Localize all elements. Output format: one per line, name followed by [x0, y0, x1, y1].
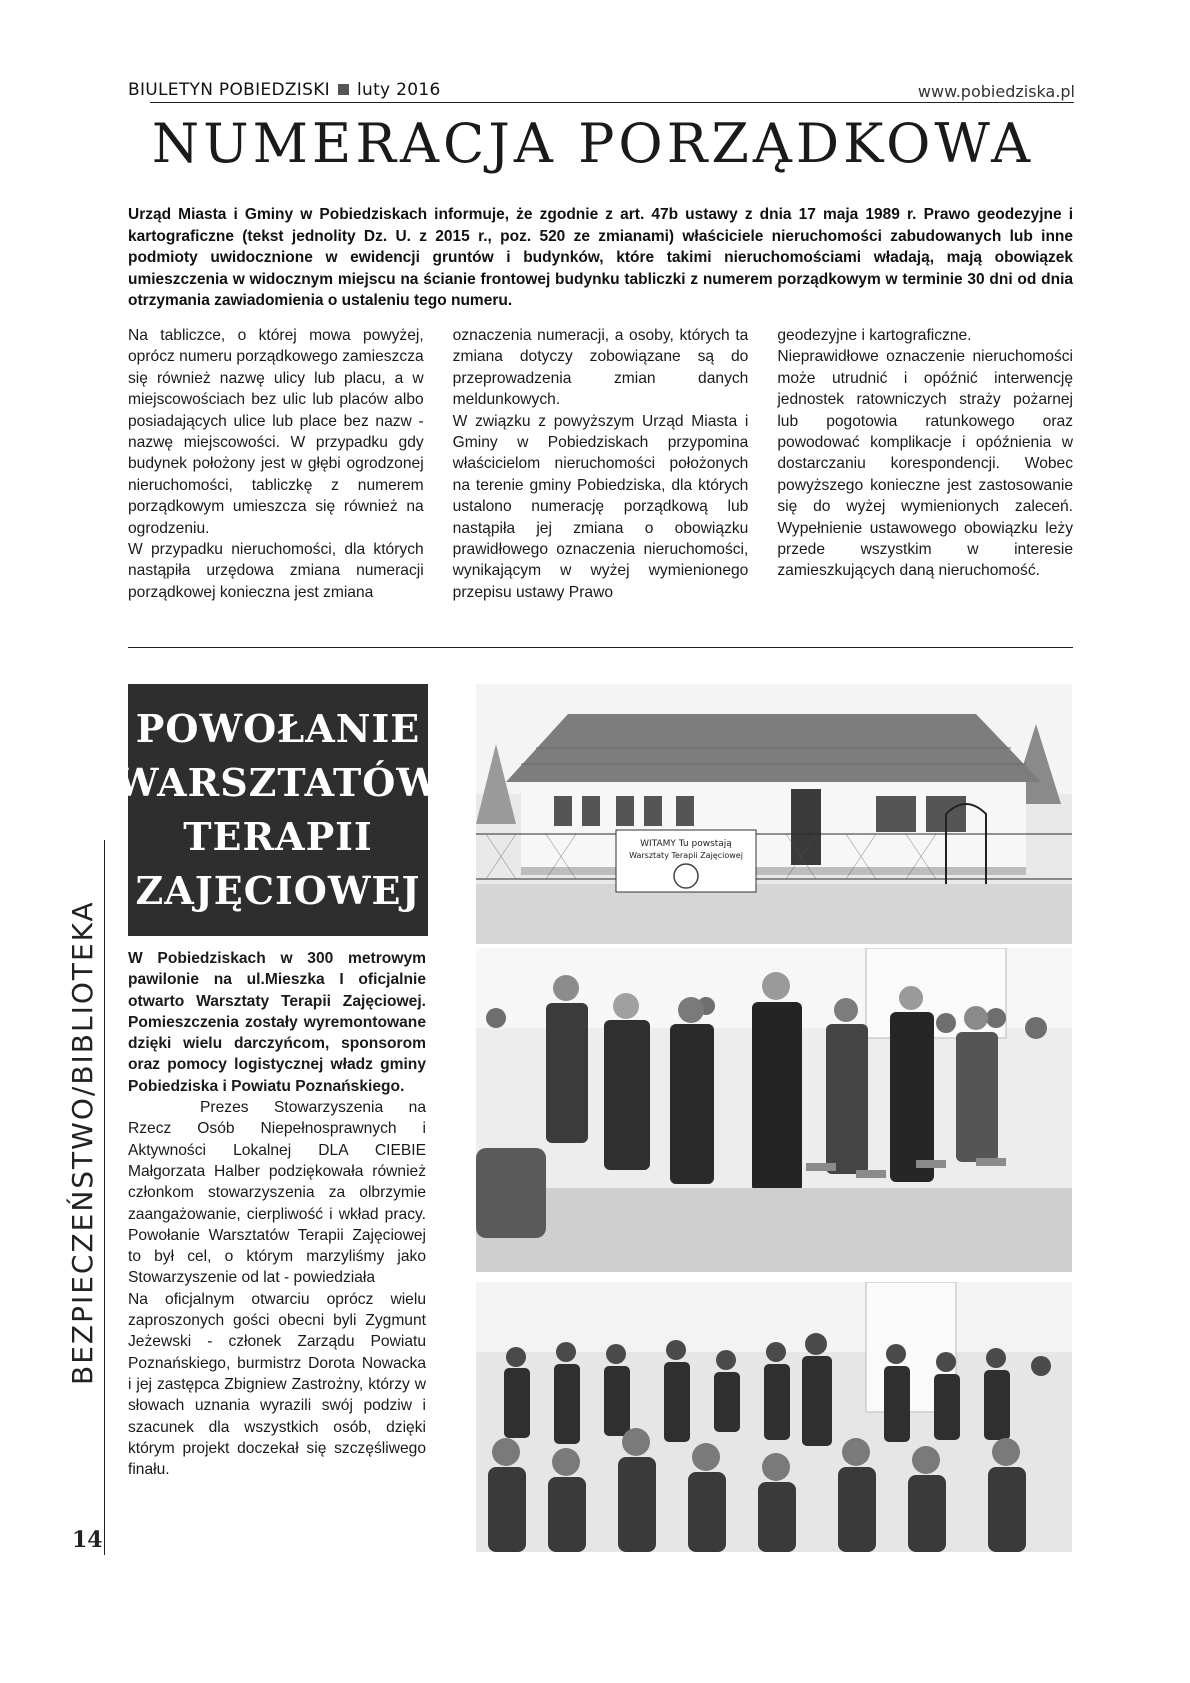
- article-paragraph: Nieprawidłowe oznaczenie nieruchomości może utrudnić i opóźnić interwencję jednostek ratowniczych straży pożarnej lub pogotowia ratunkowego oraz powodować komplikacje i opóźnienia w dostarczaniu korespondencji. Wobec powyższego konieczne jest zastosowanie się do wyżej wymienionych zaleceń. Wypełnienie ustawowego obowiązku leży przede wszystkim w interesie zamieszkujących daną nieruchomość.: [777, 348, 1074, 580]
- article-title: NUMERACJA PORZĄDKOWA: [151, 112, 1035, 175]
- title-line: POWOŁANIE: [135, 706, 421, 751]
- title-line: TERAPII: [183, 814, 373, 859]
- title-line: WARSZTATÓW: [115, 760, 441, 805]
- audience-photo: [476, 1282, 1072, 1552]
- article-paragraph: geodezyjne i kartograficzne.: [777, 327, 972, 344]
- article-paragraph: Na tabliczce, o której mowa powyżej, oprócz numeru porządkowego zamieszcza się również nazwę ulicy lub placu, a w miejscowościach bez ulic lub placów albo posiadających ulice lub place bez nazw - nazwę miejscowości. W przypadku gdy budynek położony jest w głębi ogrodzonej nieruchomości, tabliczkę z numerem porządkowym umieszcza się również na ogrodzeniu.: [128, 327, 424, 537]
- article-paragraph: Na oficjalnym otwarciu oprócz wielu zaproszonych gości obecni byli Zygmunt Jeżewski - członek Zarządu Powiatu Poznańskiego, burmistrz Dorota Nowacka i jej zastępca Zbigniew Zastrożny, którzy w słowach uznania wyrazili swój podziw i szacunek dla wszystkich osób, dzięki którym projekt doczekał się szczęśliwego finału.: [128, 1290, 426, 1479]
- article-body-columns: [128, 325, 1073, 603]
- banner-text: Warsztaty Terapii Zajęciowej: [629, 851, 743, 860]
- article2-lead: W Pobiedziskach w 300 metrowym pawilonie na ul.Mieszka I oficjalnie otwarto Warsztaty Terapii Zajęciowej. Pomieszczenia zostały wyremontowane dzięki wielu darczyńcom, sponsorom oraz pomocy logistycznej władz gminy Pobiedziska i Powiatu Poznańskiego.: [128, 950, 426, 1095]
- article-column-2: [453, 325, 749, 603]
- article-lead: Urząd Miasta i Gminy w Pobiedziskach informuje, że zgodnie z art. 47b ustawy z dnia 17 maja 1989 r. Prawo geodezyjne i kartograficzne (tekst jednolity Dz. U. z 2015 r., poz. 520 ze zmianami) właściciele nieruchomości zabudowanych lub inne podmioty uwidocznione w ewidencji gruntów i budynków, które takimi nieruchomościami władają, mają obowiązek umieszczenia w widocznym miejscu na ścianie frontowej budynku tabliczki z numerem porządkowym w terminie 30 dni od dnia otrzymania zawiadomienia o ustaleniu tego numeru.: [128, 206, 1073, 309]
- article2-title-box: [115, 684, 441, 936]
- page-number: 14: [72, 1527, 103, 1553]
- section-label: BEZPIECZEŃSTWO/BIBLIOTEKA: [66, 900, 99, 1385]
- publication-header: [128, 80, 441, 100]
- article-paragraph: W przypadku nieruchomości, dla których nastąpiła urzędowa zmiana numeracji porządkowej konieczna jest zmiana: [128, 541, 424, 601]
- article2-title: [116, 702, 440, 918]
- officials-photo: [476, 948, 1072, 1272]
- banner-text: WITAMY Tu powstają: [640, 839, 732, 849]
- header-divider: [150, 102, 1074, 103]
- issue-date: luty 2016: [356, 80, 441, 100]
- article-paragraph: oznaczenia numeracji, a osoby, których ta zmiana dotyczy zobowiązane są do przeprowadzenia zmian danych meldunkowych.: [452, 327, 749, 409]
- section-divider: [128, 647, 1073, 648]
- article-paragraph: Prezes Stowarzyszenia na Rzecz Osób Niepełnosprawnych i Aktywności Lokalnej DLA CIEBIE Małgorzata Halber podziękowała również członkom stowarzyszenia za olbrzymie zaangażowanie, cierpliwość i wkład pracy. Powołanie Warsztatów Terapii Zajęciowej to był cel, o którym marzyliśmy jako Stowarzyszenie od lat - powiedziała: [128, 1099, 426, 1287]
- article-column-3: [777, 325, 1073, 603]
- publication-name: BIULETYN POBIEDZISKI: [128, 80, 330, 100]
- article-paragraph: W związku z powyższym Urząd Miasta i Gminy w Pobiedziskach przypomina właścicielom nieruchomości położonych na terenie gminy Pobiedziska, dla których ustalono numerację porządkową lub nastąpiła jej zmiana o obowiązku prawidłowego oznaczenia nieruchomości, wynikającym w wyżej wymienionego przepisu ustawy Prawo: [452, 412, 749, 601]
- article2-body: [128, 948, 426, 1480]
- article-column-1: [128, 325, 424, 603]
- title-line: ZAJĘCIOWEJ: [135, 868, 421, 913]
- separator-square-icon: [338, 84, 349, 95]
- website-link[interactable]: www.pobiedziska.pl: [917, 82, 1075, 101]
- building-photo: [476, 684, 1072, 944]
- sidebar-divider: [104, 840, 105, 1555]
